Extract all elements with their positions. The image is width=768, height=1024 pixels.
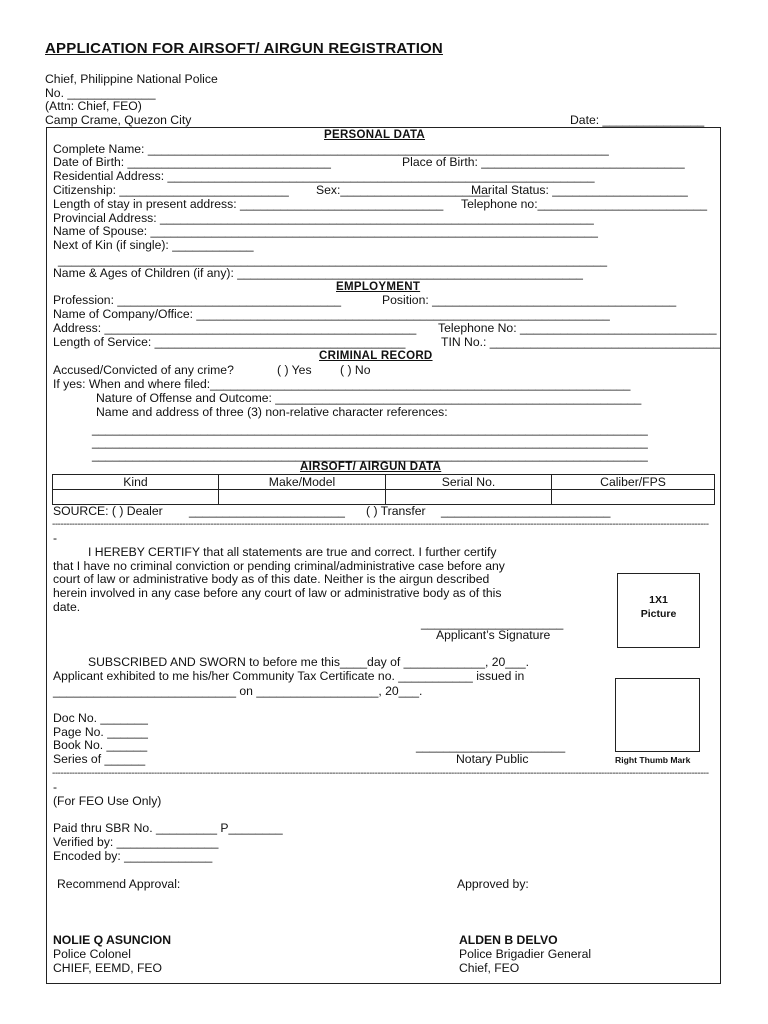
spouse-name-field[interactable]: Name of Spouse: __________________________________________________________________ (53, 224, 598, 238)
picture-label-2: Picture (640, 608, 677, 620)
telephone-field[interactable]: Telephone no:_________________________ (461, 197, 708, 211)
children-field[interactable]: Name & Ages of Children (if any): ___________________________________________________ (53, 266, 583, 280)
series-field[interactable]: Series of ______ (53, 752, 146, 766)
personal-data-heading: PERSONAL DATA (324, 129, 426, 141)
applicant-signature-label: Applicant’s Signature (436, 628, 551, 642)
notary-signature-line[interactable]: ______________________ (416, 739, 566, 753)
right-signatory-rank: Police Brigadier General (459, 947, 592, 961)
certify-text-5: date. (53, 600, 81, 614)
recommend-approval-label: Recommend Approval: (57, 877, 181, 891)
provincial-address-field[interactable]: Provincial Address: ________________________________________________________________ (53, 211, 594, 225)
table-header-row (53, 475, 715, 490)
reference-line-1[interactable]: __________________________________________________________________________________ (92, 422, 648, 436)
certify-text-3: court of law or administrative body as of this date. Neither is the airgun described (53, 572, 490, 586)
airgun-data-table (52, 474, 715, 505)
page-no-field[interactable]: Page No. ______ (53, 725, 148, 739)
next-of-kin-blank-line[interactable]: _________________________________________________________________________________ (58, 253, 608, 267)
references-label: Name and address of three (3) non-relative character references: (96, 405, 448, 419)
paid-sbr-field[interactable]: Paid thru SBR No. _________ P________ (53, 821, 283, 835)
right-signatory-office: Chief, FEO (459, 961, 520, 975)
issued-on-text[interactable]: ___________________________ on __________________, 20___. (53, 684, 423, 698)
next-of-kin-field[interactable]: Next of Kin (if single): ____________ (53, 238, 254, 252)
certify-text-2: that I have no criminal conviction or pending criminal/administrative case before any (53, 559, 505, 573)
doc-no-field[interactable]: Doc No. _______ (53, 711, 148, 725)
approved-by-label: Approved by: (457, 877, 529, 891)
subscribed-sworn-text[interactable]: SUBSCRIBED AND SWORN to before me this____day of ____________, 20___. (88, 655, 530, 669)
addressee-attention: (Attn: Chief, FEO) (45, 99, 142, 113)
nature-of-offense-field[interactable]: Nature of Offense and Outcome: ______________________________________________________ (96, 391, 642, 405)
criminal-record-heading: CRIMINAL RECORD (319, 350, 433, 362)
thumb-mark-box[interactable] (615, 678, 700, 752)
addressee-line-1: Chief, Philippine National Police (45, 72, 218, 86)
complete-name-field[interactable]: Complete Name: ____________________________________________________________________ (53, 142, 609, 156)
column-caliber-fps: Caliber/FPS (552, 475, 715, 490)
verified-by-field[interactable]: Verified by: _______________ (53, 835, 219, 849)
certify-text-4: herein involved in any case before any court of law or administrative body as of this (53, 586, 502, 600)
source-dealer-option[interactable]: SOURCE: ( ) Dealer (53, 504, 163, 518)
employment-heading: EMPLOYMENT (336, 281, 421, 293)
accused-question: Accused/Convicted of any crime? (53, 363, 234, 377)
source-transfer-option[interactable]: ( ) Transfer (366, 504, 426, 518)
date-field[interactable]: Date: _______________ (570, 113, 705, 127)
date-of-birth-field[interactable]: Date of Birth: ______________________________ (53, 155, 331, 169)
reference-line-3[interactable]: __________________________________________________________________________________ (92, 448, 648, 462)
length-of-service-field[interactable]: Length of Service: _____________________________________ (53, 335, 406, 349)
marital-status-field[interactable]: Marital Status: ____________________ (471, 183, 688, 197)
position-field[interactable]: Position: ____________________________________ (382, 293, 677, 307)
caliber-fps-cell[interactable] (552, 490, 715, 505)
reference-line-2[interactable]: __________________________________________________________________________________ (92, 435, 648, 449)
citizenship-field[interactable]: Citizenship: _________________________ (53, 183, 289, 197)
dealer-name-field[interactable]: _______________________ (189, 504, 345, 518)
divider-dash-2: - (53, 780, 58, 794)
residential-address-field[interactable]: Residential Address: _______________________________________________________________ (53, 169, 595, 183)
divider-dash-1: - (53, 531, 58, 545)
certify-text-1: I HEREBY CERTIFY that all statements are true and correct. I further certify (88, 545, 497, 559)
applicant-signature-line[interactable]: _____________________ (421, 616, 564, 630)
addressee-location: Camp Crame, Quezon City (45, 113, 192, 127)
left-signatory-name: NOLIE Q ASUNCION (53, 933, 172, 947)
accused-no-option[interactable]: ( ) No (340, 363, 371, 377)
place-of-birth-field[interactable]: Place of Birth: ______________________________ (402, 155, 685, 169)
transfer-name-field[interactable]: _________________________ (441, 504, 611, 518)
left-signatory-rank: Police Colonel (53, 947, 131, 961)
divider-line-1 (52, 522, 709, 528)
form-title: APPLICATION FOR AIRSOFT/ AIRGUN REGISTRATION (45, 40, 443, 57)
make-model-cell[interactable] (219, 490, 386, 505)
tin-field[interactable]: TIN No.: __________________________________ (441, 335, 721, 349)
employment-telephone-field[interactable]: Telephone No: _____________________________ (438, 321, 717, 335)
airgun-data-heading: AIRSOFT/ AIRGUN DATA (300, 461, 442, 473)
encoded-by-field[interactable]: Encoded by: _____________ (53, 849, 213, 863)
right-signatory-name: ALDEN B DELVO (459, 933, 558, 947)
feo-use-label: (For FEO Use Only) (53, 794, 162, 808)
notary-public-label: Notary Public (456, 752, 529, 766)
column-make-model: Make/Model (219, 475, 386, 490)
community-tax-text[interactable]: Applicant exhibited to me his/her Community Tax Certificate no. ___________ issued in (53, 669, 525, 683)
profession-field[interactable]: Profession: _________________________________ (53, 293, 342, 307)
thumb-mark-label: Right Thumb Mark (615, 755, 691, 765)
serial-no-cell[interactable] (386, 490, 552, 505)
addressee-number[interactable]: No. _____________ (45, 86, 156, 100)
company-field[interactable]: Name of Company/Office: _____________________________________________________________ (53, 307, 610, 321)
sex-field[interactable]: Sex:______________________ (316, 183, 490, 197)
accused-yes-option[interactable]: ( ) Yes (277, 363, 312, 377)
length-of-stay-field[interactable]: Length of stay in present address: ______________________________ (53, 197, 444, 211)
when-where-filed-field[interactable]: If yes: When and where filed:______________________________________________________________ (53, 377, 631, 391)
divider-line-2 (52, 771, 709, 777)
employment-address-field[interactable]: Address: ______________________________________________ (53, 321, 417, 335)
picture-label-1: 1X1 (649, 594, 668, 606)
book-no-field[interactable]: Book No. ______ (53, 738, 148, 752)
column-kind: Kind (53, 475, 219, 490)
table-row (53, 490, 715, 505)
left-signatory-office: CHIEF, EEMD, FEO (53, 961, 163, 975)
column-serial-no: Serial No. (386, 475, 552, 490)
kind-cell[interactable] (53, 490, 219, 505)
